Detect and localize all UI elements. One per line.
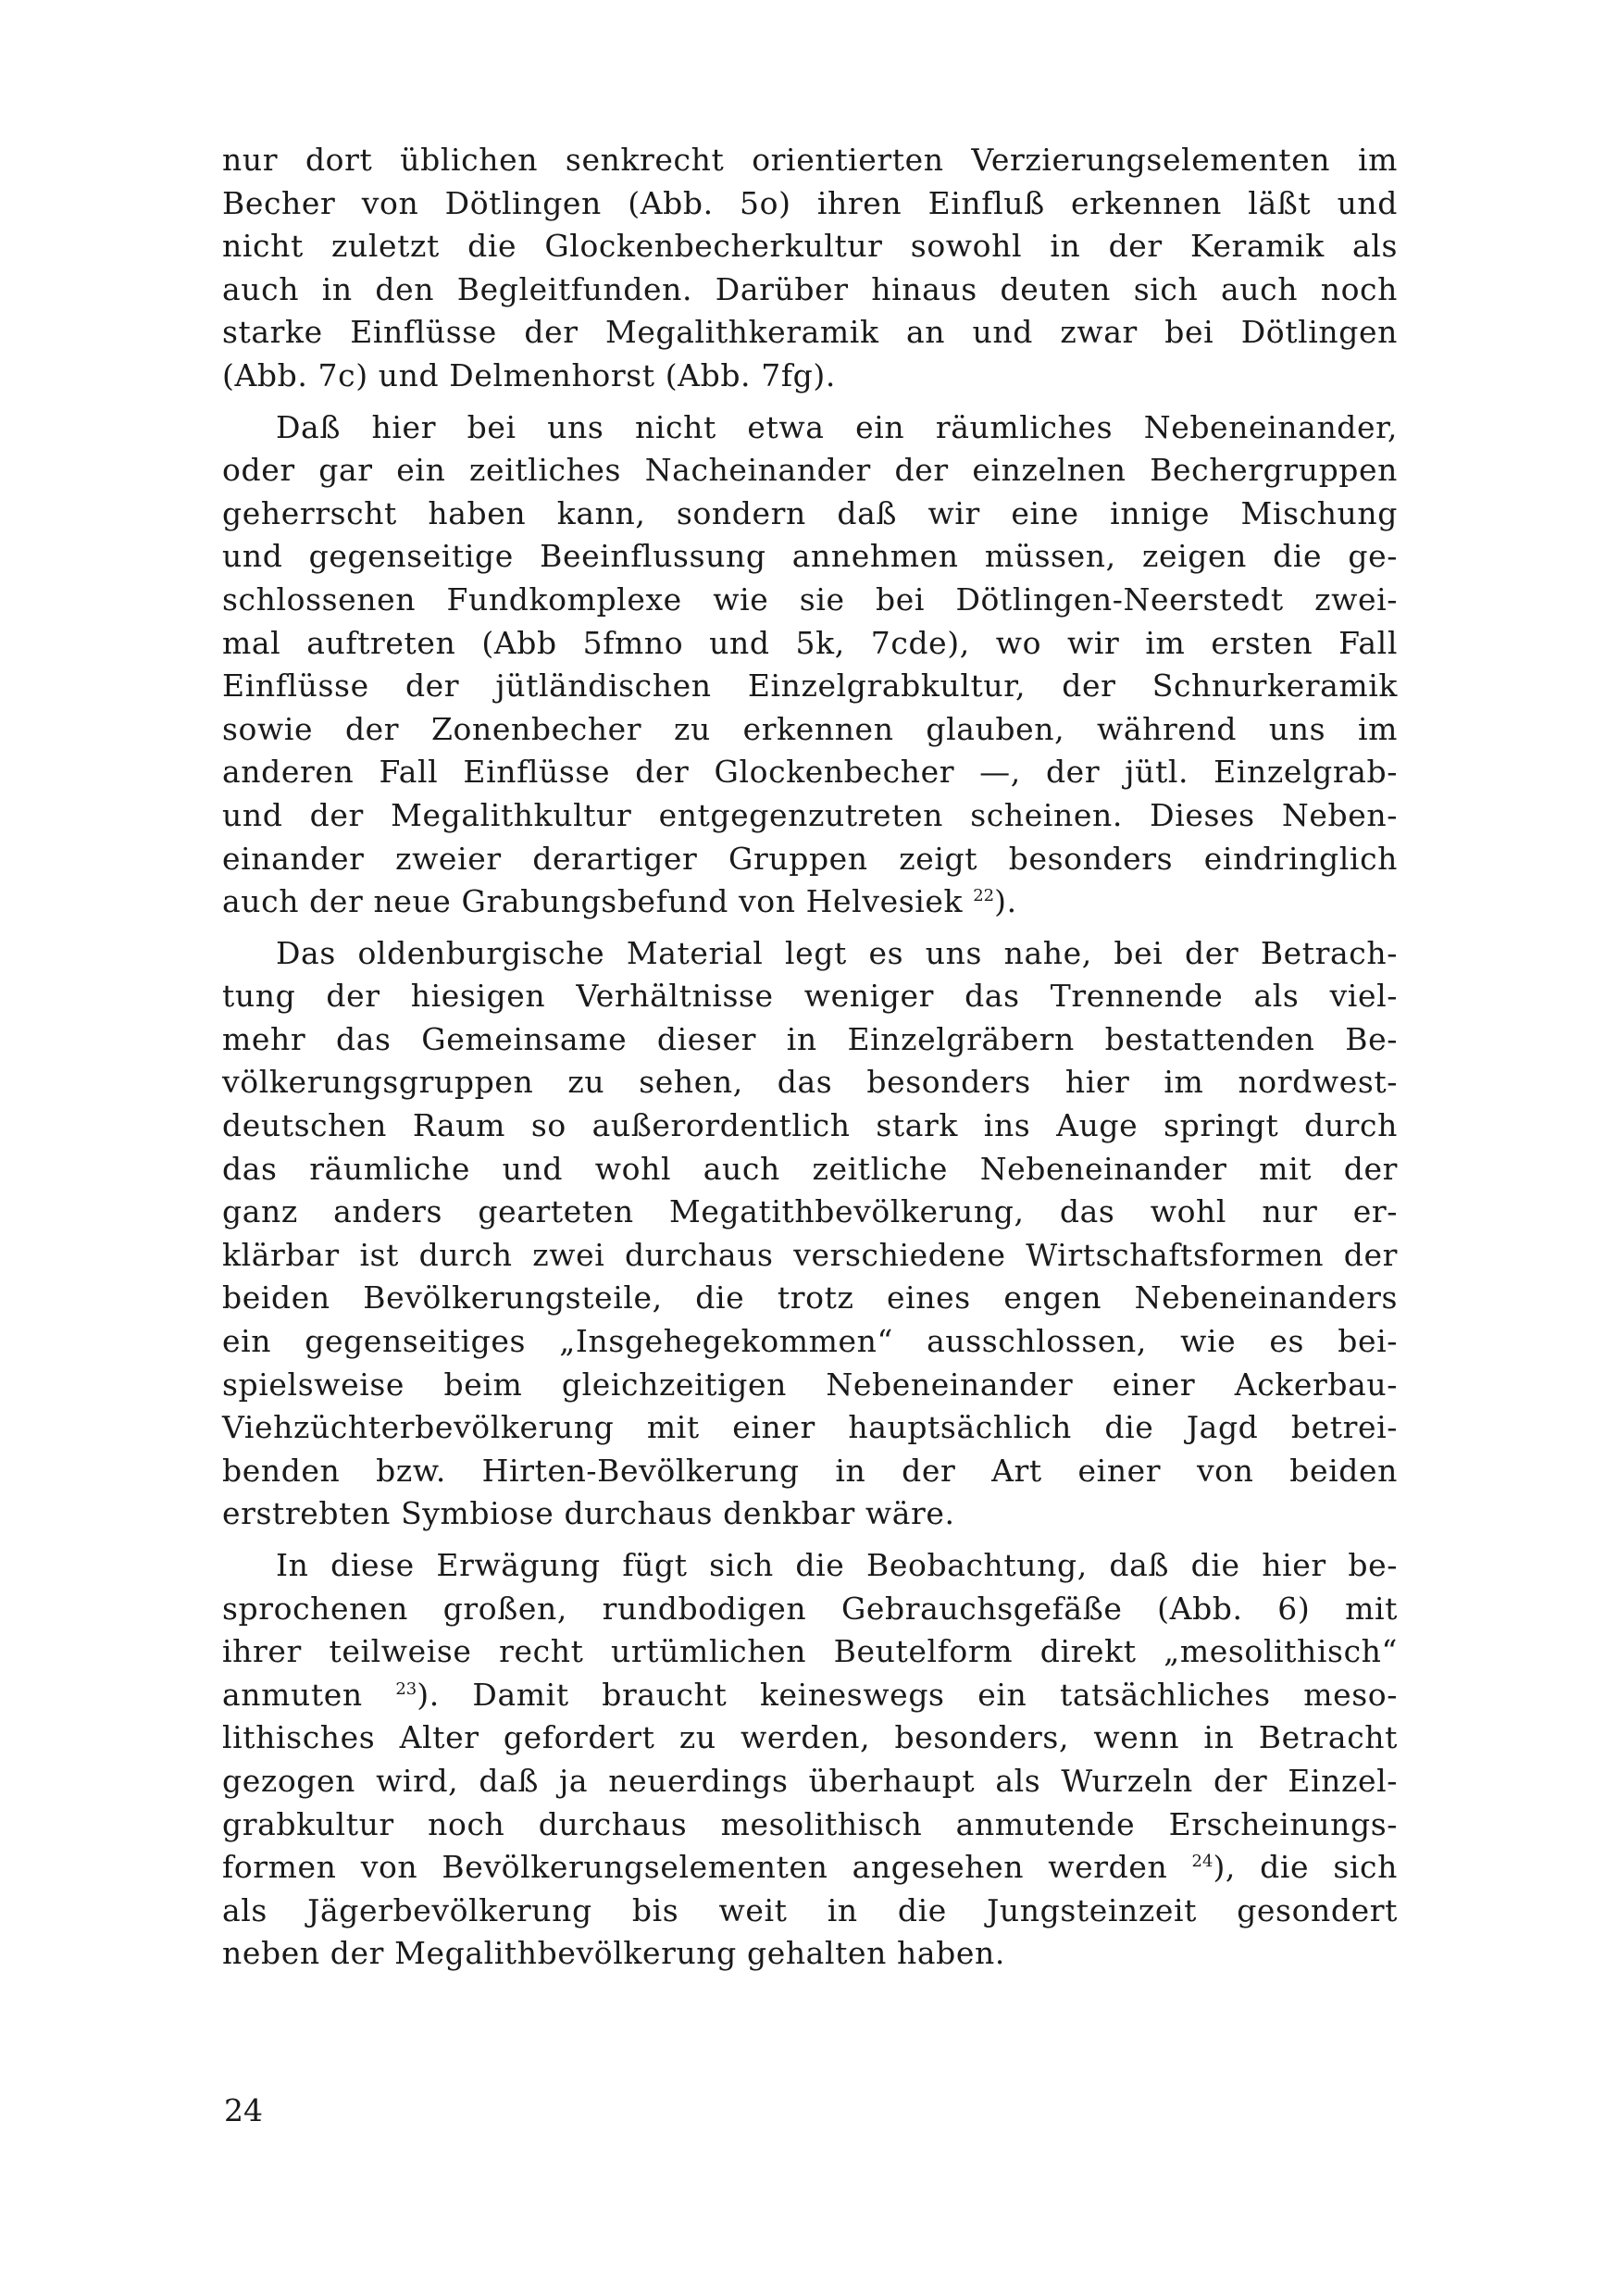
text-line: das räumliche und wohl auch zeitliche Nebeneinander mit der (222, 1150, 1398, 1187)
text-line: oder gar ein zeitliches Nacheinander der einzelnen Bechergruppen (222, 452, 1398, 489)
text-line: ihrer teilweise recht urtümlichen Beutelform direkt „mesolithisch“ (222, 1633, 1398, 1670)
text-fragment: anmuten (222, 1676, 363, 1713)
text-line: einander zweier derartiger Gruppen zeigt besonders eindringlich (222, 840, 1398, 877)
text-line: mehr das Gemeinsame dieser in Einzelgräbern bestattenden Be- (222, 1020, 1398, 1057)
paragraph-3 (222, 932, 1398, 1536)
text-line: Becher von Dötlingen (Abb. 5o) ihren Einfluß erkennen läßt und (222, 184, 1398, 221)
text-line: starke Einflüsse der Megalithkeramik an und zwar bei Dötlingen (222, 314, 1398, 351)
text-line: völkerungsgruppen zu sehen, das besonders hier im nordwest- (222, 1064, 1398, 1101)
paragraph-1 (222, 139, 1398, 398)
text-line: anderen Fall Einflüsse der Glockenbecher —, der jütl. Einzelgrab- (222, 754, 1398, 791)
text-line: Daß hier bei uns nicht etwa ein räumliches Nebeneinander, (276, 408, 1398, 445)
text-line: tung der hiesigen Verhältnisse weniger das Trennende als viel- (222, 978, 1398, 1015)
text-fragment: ). Damit braucht keineswegs ein tatsächliches meso- (417, 1676, 1398, 1713)
text-line: mal auftreten (Abb 5fmno und 5k, 7cde), wo wir im ersten Fall (222, 624, 1398, 661)
text-line: benden bzw. Hirten-Bevölkerung in der Art einer von beiden (222, 1452, 1398, 1489)
text-fragment: ). (994, 883, 1017, 920)
text-line: geherrscht haben kann, sondern daß wir eine innige Mischung (222, 494, 1398, 531)
text-line: sowie der Zonenbecher zu erkennen glauben, während uns im (222, 710, 1398, 747)
footnote-marker: 22 (973, 886, 995, 906)
text-line: als Jägerbevölkerung bis weit in die Jungsteinzeit gesondert (222, 1891, 1398, 1928)
text-line: nur dort üblichen senkrecht orientierten Verzierungselementen im (222, 142, 1398, 178)
text-line: In diese Erwägung fügt sich die Beobachtung, daß die hier be- (276, 1547, 1398, 1583)
text-line: gezogen wird, daß ja neuerdings überhaupt als Wurzeln der Einzel- (222, 1762, 1398, 1799)
text-line: (Abb. 7c) und Delmenhorst (Abb. 7fg). (222, 356, 836, 393)
paragraph-2 (222, 406, 1398, 924)
text-line: deutschen Raum so außerordentlich stark ins Auge springt durch (222, 1107, 1398, 1144)
text-line: lithisches Alter gefordert zu werden, besonders, wenn in Betracht (222, 1719, 1398, 1756)
text-line: schlossenen Fundkomplexe wie sie bei Dötlingen-Neerstedt zwei- (222, 580, 1398, 618)
text-line (222, 1846, 1398, 1890)
text-line (222, 880, 1398, 924)
text-fragment: ), die sich (1213, 1849, 1398, 1886)
text-line: nicht zuletzt die Glockenbecherkultur sowohl in der Keramik als (222, 228, 1398, 265)
text-line: ganz anders gearteten Megatithbevölkerung, das wohl nur er- (222, 1193, 1398, 1230)
text-line: beiden Bevölkerungsteile, die trotz eines engen Nebeneinanders (222, 1279, 1398, 1316)
text-fragment: formen von Bevölkerungselementen angesehen werden (222, 1849, 1168, 1886)
text-line: grabkultur noch durchaus mesolithisch anmutende Erscheinungs- (222, 1805, 1398, 1842)
text-line: klärbar ist durch zwei durchaus verschiedene Wirtschaftsformen der (222, 1236, 1398, 1273)
text-line: Viehzüchterbevölkerung mit einer hauptsächlich die Jagd betrei- (222, 1409, 1398, 1446)
footnote-marker: 23 (395, 1678, 417, 1699)
text-line: spielsweise beim gleichzeitigen Nebeneinander einer Ackerbau- (222, 1366, 1398, 1403)
text-line: erstrebten Symbiose durchaus denkbar wäre. (222, 1495, 955, 1532)
paragraph-4 (222, 1544, 1398, 1976)
text-line: Einflüsse der jütländischen Einzelgrabkultur, der Schnurkeramik (222, 668, 1398, 705)
footnote-marker: 24 (1191, 1852, 1214, 1872)
page-number: 24 (224, 2092, 263, 2128)
page-body (222, 139, 1398, 1976)
text-line: und der Megalithkultur entgegenzutreten scheinen. Dieses Neben- (222, 796, 1398, 833)
text-line (222, 1674, 1398, 1717)
text-line: und gegenseitige Beeinflussung annehmen müssen, zeigen die ge- (222, 538, 1398, 575)
text-line: ein gegenseitiges „Insgehegekommen“ ausschlossen, wie es bei- (222, 1323, 1398, 1360)
text-line: neben der Megalithbevölkerung gehalten haben. (222, 1935, 1005, 1972)
text-line: sprochenen großen, rundbodigen Gebrauchsgefäße (Abb. 6) mit (222, 1590, 1398, 1627)
text-line: auch in den Begleitfunden. Darüber hinaus deuten sich auch noch (222, 270, 1398, 307)
text-line: Das oldenburgische Material legt es uns nahe, bei der Betrach- (276, 934, 1398, 971)
text-fragment: auch der neue Grabungsbefund von Helvesiek (222, 883, 964, 920)
